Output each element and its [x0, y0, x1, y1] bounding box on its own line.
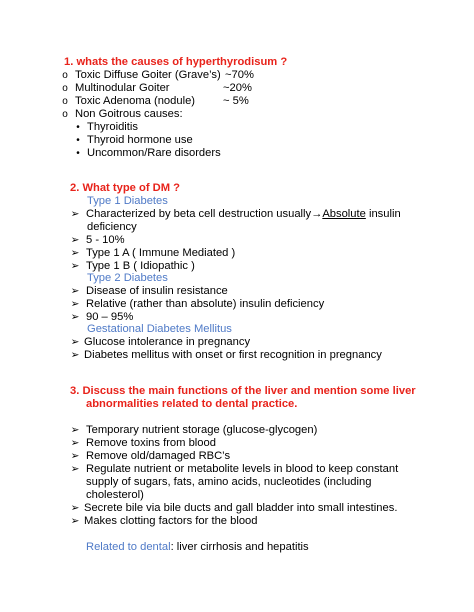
arrow-bullet-icon: ➢ [70, 349, 80, 361]
document-page: 1. whats the causes of hyperthyrodisum ? o Toxic Diffuse Goiter (Grave’s) ~70% o Multinodular Goiter ~20% o Toxic Adenoma (nodule) ~ 5% o Non Goitrous causes: • Thyroiditis • Thyroid hormone use • Uncommon/Rare disorders 2. What type of DM ? Type 1 Diabetes ➢ Characterized by beta cell destruction usually→Absolute insulin deficiency ➢ 5 - 10% ➢ Type 1 A ( Immune Mediated ) ➢ Type 1 B ( Idiopathic ) Type 2 Diabetes ➢ Disease of insulin resistance ➢ Relative (rather than absolute) insulin deficiency ➢ 90 – 95% Gestational Diabetes Mellitus ➢ Glucose intolerance in pregnancy ➢ Diabetes mellitus with onset or first recognition in pregnancy 3. Discuss the main functions of the liver and mention some liver abnormalities related to dental practice. ➢ Temporary nutrient storage (glucose-glycogen) ➢ Remove toxins from blood ➢ Remove old/damaged RBC’s ➢ Regulate nutrient or metabolite levels in blood to keep constant supply of sugars, fats, amino acids, nucleotides (including cholesterol) ➢ Secrete bile via bile ducts and gall bladder into small intestines. ➢ Makes clotting factors for the blood Related to dental: liver cirrhosis and hepatitis [0, 0, 474, 612]
list-item-continuation: cholesterol) [86, 489, 144, 501]
dental-text: : liver cirrhosis and hepatitis [170, 541, 309, 553]
arrow-bullet-icon: ➢ [70, 247, 80, 259]
right-arrow-icon: → [311, 208, 323, 220]
dental-relation-line [86, 541, 309, 554]
type1-heading: Type 1 Diabetes [87, 195, 168, 207]
arrow-bullet-icon: ➢ [70, 502, 80, 514]
arrow-bullet-icon: ➢ [70, 437, 80, 449]
question-1-title: 1. whats the causes of hyperthyrodisum ? [64, 56, 288, 68]
arrow-bullet-icon: ➢ [70, 450, 80, 462]
list-item-continuation: supply of sugars, fats, amino acids, nucleotides (including [86, 476, 372, 488]
arrow-bullet-icon: ➢ [70, 463, 80, 475]
list-item-continuation: deficiency [87, 221, 137, 233]
circle-bullet-icon: o [62, 96, 68, 107]
gestational-heading: Gestational Diabetes Mellitus [87, 323, 232, 335]
arrow-bullet-icon: ➢ [70, 336, 80, 348]
arrow-bullet-icon: ➢ [70, 298, 80, 310]
arrow-bullet-icon: ➢ [70, 260, 80, 272]
bullet-icon: • [76, 148, 80, 159]
circle-bullet-icon: o [62, 83, 68, 94]
arrow-bullet-icon: ➢ [70, 208, 80, 220]
question-3-title: 3. Discuss the main functions of the liver and mention some liver [70, 385, 416, 397]
arrow-bullet-icon: ➢ [70, 424, 80, 436]
bullet-icon: • [76, 122, 80, 133]
type2-heading: Type 2 Diabetes [87, 272, 168, 284]
bullet-icon: • [76, 135, 80, 146]
arrow-bullet-icon: ➢ [70, 311, 80, 323]
dental-label: Related to dental [86, 541, 171, 553]
circle-bullet-icon: o [62, 109, 68, 120]
arrow-bullet-icon: ➢ [70, 285, 80, 297]
circle-bullet-icon: o [62, 70, 68, 81]
question-3-title-continuation: abnormalities related to dental practice. [86, 398, 298, 410]
arrow-bullet-icon: ➢ [70, 234, 80, 246]
question-2-title: 2. What type of DM ? [70, 182, 181, 194]
arrow-bullet-icon: ➢ [70, 515, 80, 527]
